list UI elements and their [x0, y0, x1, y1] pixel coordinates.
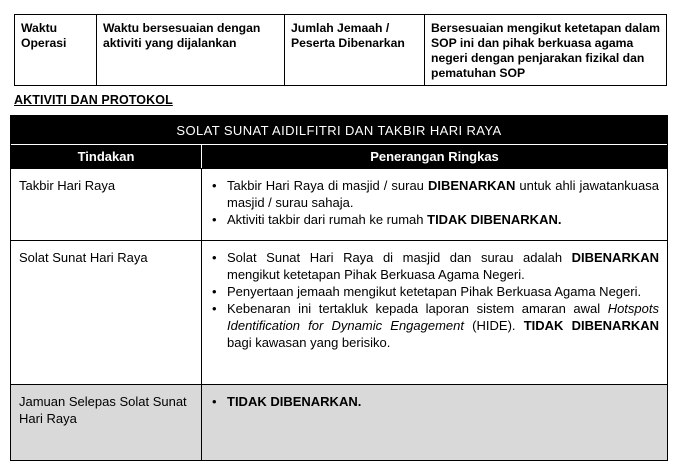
bullet-icon: •	[212, 301, 217, 316]
top-cell-jumlah-jemaah: Jumlah Jemaah / Peserta Dibenarkan	[285, 15, 425, 85]
list-item: • Takbir Hari Raya di masjid / surau DIBENARKAN untuk ahli jawatankuasa masjid / surau sahaja.	[212, 178, 659, 210]
penerangan-cell	[202, 385, 667, 460]
list-item: • TIDAK DIBENARKAN.	[212, 394, 362, 409]
tindakan-cell: Takbir Hari Raya	[11, 169, 202, 240]
penerangan-cell	[202, 241, 667, 384]
protocol-table	[10, 115, 668, 461]
top-info-table	[14, 14, 667, 86]
tindakan-cell: Solat Sunat Hari Raya	[11, 241, 202, 384]
top-cell-waktu-operasi: Waktu Operasi	[15, 15, 97, 85]
list-item: • Kebenaran ini tertakluk kepada laporan sistem amaran awal Hotspots Identification for Dynamic Engagement (HIDE). TIDAK DIBENARKAN bagi kawasan yang berisiko.	[212, 301, 659, 350]
top-cell-waktu-desc: Waktu bersesuaian dengan aktiviti yang dijalankan	[97, 15, 285, 85]
bullet-icon: •	[212, 178, 217, 193]
list-item: • Penyertaan jemaah mengikut ketetapan Pihak Berkuasa Agama Negeri.	[212, 284, 642, 299]
table-row	[11, 384, 667, 460]
top-cell-jumlah-desc: Bersesuaian mengikut ketetapan dalam SOP ini dan pihak berkuasa agama negeri dengan penjarakan fizikal dan pematuhan SOP	[431, 21, 660, 80]
tindakan-cell: Jamuan Selepas Solat Sunat Hari Raya	[11, 385, 202, 460]
table-row	[11, 168, 667, 240]
bullet-icon: •	[212, 250, 217, 265]
header-penerangan: Penerangan Ringkas	[370, 149, 499, 164]
table-row	[11, 240, 667, 384]
bullet-icon: •	[212, 284, 217, 299]
penerangan-cell	[202, 169, 667, 240]
section-heading: AKTIVITI DAN PROTOKOL	[14, 93, 173, 107]
list-item: • Solat Sunat Hari Raya di masjid dan surau adalah DIBENARKAN mengikut ketetapan Pihak Berkuasa Agama Negeri.	[212, 250, 659, 282]
table-title: SOLAT SUNAT AIDILFITRI DAN TAKBIR HARI RAYA	[11, 116, 667, 144]
bullet-icon: •	[212, 212, 217, 227]
list-item: • Aktiviti takbir dari rumah ke rumah TIDAK DIBENARKAN.	[212, 212, 562, 227]
header-tindakan: Tindakan	[11, 145, 202, 168]
table-header-row	[11, 144, 667, 168]
bullet-icon: •	[212, 394, 217, 409]
